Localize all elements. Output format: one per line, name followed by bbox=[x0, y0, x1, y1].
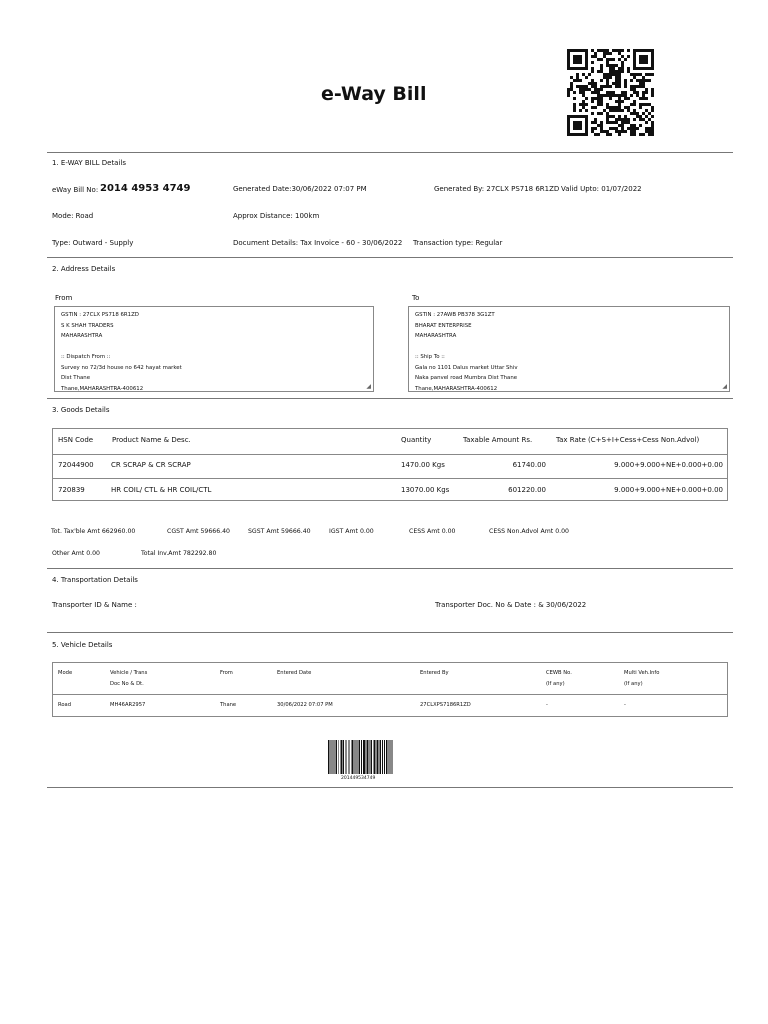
sgst-amount: SGST Amt 59666.40 bbox=[248, 528, 311, 535]
from-address-line: Survey no 72/3d house no 642 hayat market bbox=[61, 364, 182, 371]
barcode-number: 201449534749 bbox=[341, 776, 376, 781]
goods-cell: 9.000+9.000+NE+0.000+0.00 bbox=[614, 486, 723, 494]
to-address-line: GSTIN : 27AWB PB378 3G1ZT bbox=[415, 312, 495, 318]
section3-heading: 3. Goods Details bbox=[52, 406, 110, 414]
divider bbox=[47, 787, 733, 788]
vehicle-col-entered-date: Entered Date bbox=[277, 670, 312, 676]
vehicle-cell: Thane bbox=[220, 702, 237, 708]
from-address-line: GSTIN : 27CLX PS718 6R1ZD bbox=[61, 312, 139, 318]
goods-cell: 1470.00 Kgs bbox=[401, 461, 445, 469]
resize-handle-icon[interactable]: ◢ bbox=[366, 383, 371, 390]
from-address-line: MAHARASHTRA bbox=[61, 333, 103, 339]
section4-heading: 4. Transportation Details bbox=[52, 576, 138, 584]
vehicle-col-cewb-sub: (If any) bbox=[546, 681, 565, 687]
divider bbox=[47, 398, 733, 399]
from-address-line: Thane,MAHARASHTRA-400612 bbox=[61, 385, 144, 392]
section2-heading: 2. Address Details bbox=[52, 265, 116, 273]
vehicle-cell: 30/06/2022 07:07 PM bbox=[277, 702, 333, 708]
to-address-line: :: Ship To :: bbox=[415, 354, 445, 360]
qr-code-icon bbox=[567, 49, 654, 136]
section5-heading: 5. Vehicle Details bbox=[52, 641, 113, 649]
transporter-doc: Transporter Doc. No & Date : & 30/06/2022 bbox=[435, 601, 587, 609]
goods-col-taxrate: Tax Rate (C+S+I+Cess+Cess Non.Advol) bbox=[556, 436, 700, 444]
goods-cell: 601220.00 bbox=[508, 486, 546, 494]
goods-cell: HR COIL/ CTL & HR COIL/CTL bbox=[111, 486, 212, 494]
page-title: e-Way Bill bbox=[321, 83, 427, 105]
to-label: To bbox=[412, 294, 420, 302]
to-address-line: Gala no 1101 Dalus market Uttar Shiv bbox=[415, 364, 518, 371]
to-address-line: BHARAT ENTERPRISE bbox=[415, 322, 472, 329]
vehicle-col-mode: Mode bbox=[58, 670, 73, 676]
cess-nonadvol-amount: CESS Non.Advol Amt 0.00 bbox=[489, 528, 569, 535]
generated-by: Generated By: 27CLX PS718 6R1ZD bbox=[434, 185, 560, 193]
divider bbox=[47, 568, 733, 569]
to-address-line: Thane,MAHARASHTRA-400612 bbox=[415, 385, 498, 392]
goods-cell: 720839 bbox=[58, 486, 85, 494]
goods-cell: 13070.00 Kgs bbox=[401, 486, 450, 494]
other-amount: Other Amt 0.00 bbox=[52, 550, 100, 557]
vehicle-cell: - bbox=[624, 702, 626, 708]
to-address-box[interactable] bbox=[408, 306, 730, 392]
resize-handle-icon[interactable]: ◢ bbox=[722, 383, 727, 390]
total-invoice-amount: Total Inv.Amt 782292.80 bbox=[141, 550, 217, 557]
vehicle-col-entered-by: Entered By bbox=[420, 670, 449, 676]
vehicle-col-multi-sub: (If any) bbox=[624, 681, 643, 687]
goods-cell: 72044900 bbox=[58, 461, 94, 469]
goods-col-taxable: Taxable Amount Rs. bbox=[463, 436, 533, 444]
cess-amount: CESS Amt 0.00 bbox=[409, 528, 456, 535]
generated-date: Generated Date:30/06/2022 07:07 PM bbox=[233, 185, 367, 193]
divider bbox=[47, 632, 733, 633]
divider bbox=[47, 257, 733, 258]
cgst-amount: CGST Amt 59666.40 bbox=[167, 528, 230, 535]
vehicle-col-cewb: CEWB No. bbox=[546, 670, 572, 676]
transaction-type: Transaction type: Regular bbox=[413, 239, 503, 247]
from-address-line: :: Dispatch From :: bbox=[61, 354, 111, 360]
barcode-icon bbox=[327, 740, 395, 776]
document-details: Document Details: Tax Invoice - 60 - 30/06/2022 bbox=[233, 239, 403, 247]
vehicle-col-vehicle-sub: Doc No & Dt. bbox=[110, 681, 144, 687]
to-address-line: Naka panvel road Mumbra Dist Thane bbox=[415, 375, 518, 381]
vehicle-col-vehicle: Vehicle / Trans bbox=[110, 670, 148, 676]
type: Type: Outward - Supply bbox=[52, 239, 134, 247]
eway-bill-label: eWay Bill No: bbox=[52, 186, 99, 194]
goods-cell: CR SCRAP & CR SCRAP bbox=[111, 461, 191, 469]
approx-distance: Approx Distance: 100km bbox=[233, 212, 320, 220]
vehicle-cell: - bbox=[546, 702, 548, 708]
section1-heading: 1. E-WAY BILL Details bbox=[52, 159, 127, 167]
from-label: From bbox=[55, 294, 73, 302]
goods-cell: 61740.00 bbox=[512, 461, 546, 469]
vehicle-cell: Road bbox=[58, 702, 72, 708]
to-address-line: MAHARASHTRA bbox=[415, 333, 457, 339]
to-address-line bbox=[415, 342, 723, 353]
vehicle-col-multi: Multi Veh.Info bbox=[624, 670, 660, 676]
goods-col-product: Product Name & Desc. bbox=[112, 436, 191, 444]
from-address-line: Dist Thane bbox=[61, 375, 91, 381]
mode: Mode: Road bbox=[52, 212, 94, 220]
from-address-box[interactable] bbox=[54, 306, 374, 392]
igst-amount: IGST Amt 0.00 bbox=[329, 528, 374, 535]
from-address-line: S K SHAH TRADERS bbox=[61, 322, 114, 329]
vehicle-col-from: From bbox=[220, 670, 233, 676]
goods-col-quantity: Quantity bbox=[401, 436, 432, 444]
transporter-id: Transporter ID & Name : bbox=[52, 601, 137, 609]
goods-col-hsn: HSN Code bbox=[58, 436, 94, 444]
divider bbox=[47, 152, 733, 153]
from-address-line bbox=[61, 342, 367, 353]
vehicle-cell: 27CLXPS7186R1ZD bbox=[420, 702, 471, 708]
goods-cell: 9.000+9.000+NE+0.000+0.00 bbox=[614, 461, 723, 469]
eway-bill-number: 2014 4953 4749 bbox=[100, 183, 191, 194]
vehicle-cell: MH46AR2957 bbox=[110, 702, 146, 708]
valid-upto: Valid Upto: 01/07/2022 bbox=[561, 185, 642, 193]
total-taxable-amount: Tot. Tax'ble Amt 662960.00 bbox=[51, 528, 136, 535]
